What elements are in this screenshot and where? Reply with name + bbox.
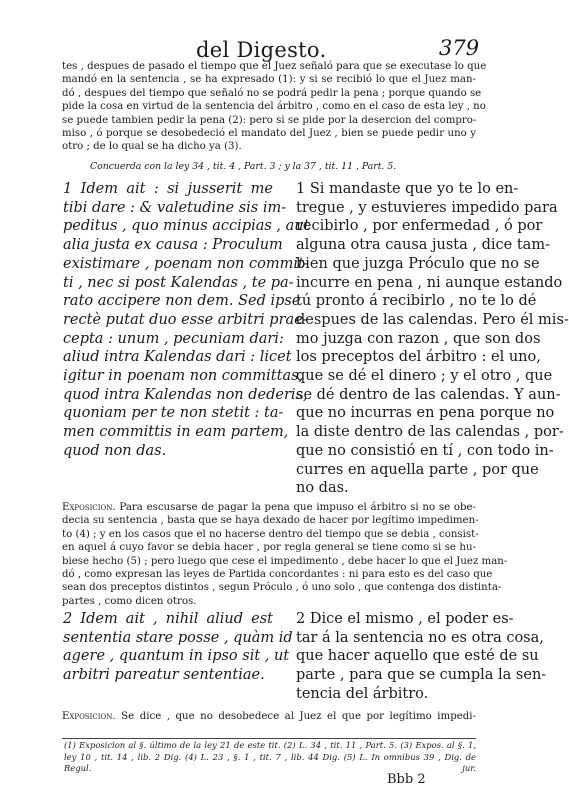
exposition-line: en aquel á cuyo favor se debia hacer , por regla general se tiene como si se hu- xyxy=(62,542,476,554)
latin-line: rectè putat duo esse arbitri prae- xyxy=(63,311,308,328)
intro-line: otro ; de lo qual se ha dicho ya (3). xyxy=(62,141,242,153)
exposition-line: dó , como expresan las leyes de Partida concordantes : ni para esto es del caso que xyxy=(62,569,493,581)
spanish-line: tú pronto á recibirlo , no te lo dé xyxy=(296,293,537,310)
latin-line: existimare , poenam non commit- xyxy=(63,255,309,272)
latin-line: ti , nec si post Kalendas , te pa- xyxy=(63,274,294,291)
spanish-line: tregue , y estuvieres impedido para xyxy=(296,199,558,216)
exposition-text: Para escusarse de pagar la pena que impuso el árbitro si no se obe- xyxy=(115,502,476,513)
latin-line: peditus , quo minus accipias , aut xyxy=(63,218,310,235)
latin-line: arbitri pareatur sententiae. xyxy=(63,667,265,684)
intro-line: miso , ó porque se desobedeció el mandato del Juez , bien se puede pedir uno y xyxy=(62,128,476,140)
intro-line: se puede tambien pedir la pena (2): pero si se pide por la desercion del compro- xyxy=(62,114,477,126)
running-head: del Digesto. xyxy=(196,38,327,62)
spanish-line: mo juzga con razon , que son dos xyxy=(296,330,541,347)
spanish-line: 2 Dice el mismo , el poder es- xyxy=(296,611,514,627)
latin-text-section-2 xyxy=(63,610,293,685)
spanish-line: se dé dentro de las calendas. Y aun- xyxy=(296,386,561,403)
intro-line: tes , despues de pasado el tiempo que el Juez señaló para que se executase lo que xyxy=(62,61,487,72)
exposition-line: partes , como dicen otros. xyxy=(62,595,197,607)
spanish-line: bien que juzga Próculo que no se xyxy=(296,255,540,272)
spanish-line: que no consistió en tí , con todo in- xyxy=(296,442,554,459)
exposition-line: decia su sentencia , basta que se haya dexado de hacer por legítimo impedimen- xyxy=(62,515,479,527)
footnote-line: ley 10 , tit. 14 , lib. 2 Dig. (4) L. 23 , §. 1 , tit. 7 , lib. 44 Dig. (5) L. In omnibus 39 , Dig. de xyxy=(64,751,476,762)
spanish-line: alguna otra causa justa , dice tam- xyxy=(296,237,550,254)
spanish-line: recibirlo , por enfermedad , ó por xyxy=(296,218,543,235)
spanish-line: tencia del árbitro. xyxy=(296,685,429,702)
spanish-line: la diste dentro de las calendas , por- xyxy=(296,424,564,441)
latin-line: quoniam per te non stetit : ta- xyxy=(63,405,284,422)
exposition-text: Se dice , que no desobedece al Juez el que por legítimo impedi- xyxy=(115,711,476,722)
spanish-line: parte , para que se cumpla la sen- xyxy=(296,667,547,684)
intro-line: pide la cosa en virtud de la sentencia del árbitro , como en el caso de esta ley , no xyxy=(62,101,486,113)
spanish-translation-section-2 xyxy=(296,610,547,704)
exposition-label: Exposicion. xyxy=(62,711,116,722)
latin-line: men committis in eam partem, xyxy=(63,424,289,441)
spanish-line: que se dé el dinero ; y el otro , que xyxy=(296,368,553,385)
latin-line: tibi dare : & valetudine sis im- xyxy=(63,199,287,216)
spanish-line: los preceptos del árbitro : el uno, xyxy=(296,349,541,366)
spanish-line: tar á la sentencia no es otra cosa, xyxy=(296,629,544,646)
latin-line: quod intra Kalendas non dederis, xyxy=(63,386,308,403)
footnote-divider xyxy=(62,738,476,739)
latin-line: cepta : unum , pecuniam dari: xyxy=(63,330,284,347)
spanish-line: curres en aquella parte , por que xyxy=(296,461,539,478)
exposition-line xyxy=(62,501,476,514)
footnote-line: (1) Exposicion al §. último de la ley 21 de este tit. (2) L. 34 , tit. 11 , Part. 5. (3) Expos. al §. 1, xyxy=(64,740,476,750)
exposition-paragraph-1 xyxy=(62,501,508,608)
exposition-line: sean dos preceptos distintos , segun Próculo , ó uno solo , que contenga dos distinta- xyxy=(62,582,502,594)
exposition-line: biese hecho (5) ; pero luego que cese el impedimento , debe hacer lo que el Juez man- xyxy=(62,555,508,567)
spanish-translation-section-1 xyxy=(296,180,569,498)
footnote-line: Regul. jur. xyxy=(64,763,476,774)
latin-line: rato accipere non dem. Sed ipse xyxy=(63,293,301,310)
spanish-line: incurre en pena , ni aunque estando xyxy=(296,274,563,291)
intro-line: mandó en la sentencia , se ha expresado (1): y si se recibió lo que el Juez man- xyxy=(62,74,476,86)
latin-line: agere , quantum in ipso sit , ut xyxy=(63,648,290,665)
latin-line: sententia stare posse , quàm id xyxy=(63,629,293,646)
spanish-line: 1 Si mandaste que yo te lo en- xyxy=(296,181,519,197)
signature-mark: Bbb 2 xyxy=(387,772,426,787)
latin-line: aliud intra Kalendas dari : licet xyxy=(63,349,292,366)
concordance-note: Concuerda con la ley 34 , tit. 4 , Part. 3 ; y la 37 , tit. 11 , Part. 5. xyxy=(90,161,397,172)
latin-text-section-1 xyxy=(63,180,310,461)
exposition-line xyxy=(62,710,476,723)
latin-line: 1 Idem ait : si jusserit me xyxy=(63,181,273,197)
spanish-line: no das. xyxy=(296,480,349,497)
exposition-label: Exposicion. xyxy=(62,502,116,513)
intro-paragraph xyxy=(62,60,487,154)
spanish-line: que hacer aquello que esté de su xyxy=(296,648,539,665)
exposition-line: to (4) ; y en los casos que el no hacerse dentro del tiempo que se debia , consist- xyxy=(62,528,479,540)
latin-line: 2 Idem ait , nihil aliud est xyxy=(63,611,273,627)
intro-line: dó , despues del tiempo que señaló no se podrá pedir la pena ; porque quando se xyxy=(62,87,482,99)
spanish-line: que no incurras en pena porque no xyxy=(296,405,555,422)
latin-line: igitur in poenam non committas, xyxy=(63,368,304,385)
footnotes xyxy=(64,740,476,775)
exposition-paragraph-2 xyxy=(62,710,476,723)
latin-line: quod non das. xyxy=(63,442,167,459)
page-number: 379 xyxy=(439,36,480,60)
latin-line: alia justa ex causa : Proculum xyxy=(63,237,283,254)
spanish-line: despues de las calendas. Pero él mis- xyxy=(296,311,569,328)
